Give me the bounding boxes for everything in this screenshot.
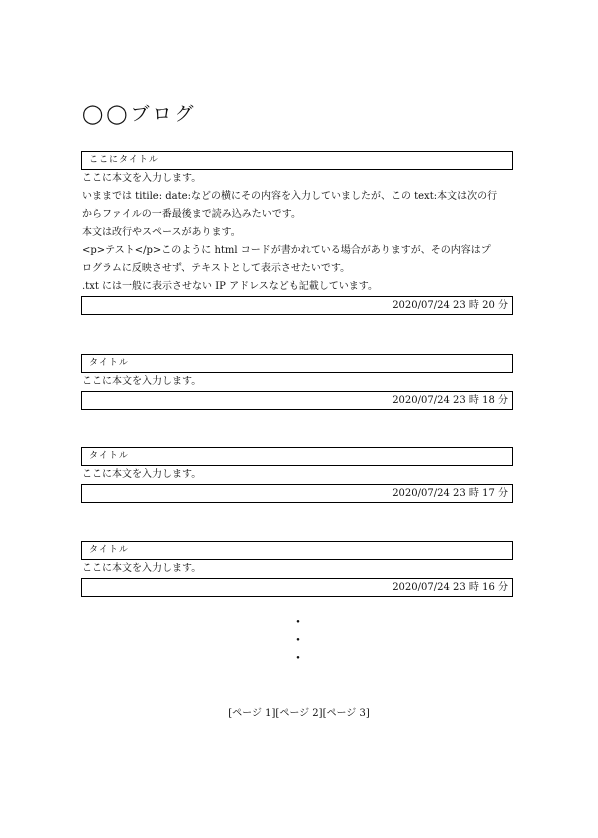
post-body	[81, 560, 513, 578]
post-body-line: ここに本文を入力します。	[82, 469, 202, 480]
pagination	[0, 705, 598, 723]
post-date: 2020/07/24 23 時 16 分	[81, 578, 513, 597]
post-date: 2020/07/24 23 時 20 分	[81, 296, 513, 315]
post	[81, 354, 513, 410]
post-title: ここにタイトル	[81, 151, 513, 170]
post-title: タイトル	[81, 354, 513, 373]
post-body-line: ここに本文を入力します。	[82, 376, 202, 387]
post-body-line: からファイルの一番最後まで読み込みたいです。	[82, 209, 301, 220]
post-title: タイトル	[81, 541, 513, 560]
post-body-line: ログラムに反映させず、テキストとして表示させたいです。	[82, 263, 351, 274]
post	[81, 541, 513, 597]
page-link-1[interactable]: [ページ 1]	[228, 708, 276, 719]
post-body-line: ここに本文を入力します。	[82, 173, 202, 184]
post-body-line: 本文は改行やスペースがあります。	[82, 227, 241, 238]
post-body	[81, 170, 513, 296]
continuation-dots	[290, 614, 306, 668]
post-title: タイトル	[81, 447, 513, 466]
post	[81, 447, 513, 503]
post	[81, 151, 513, 315]
page-link-2[interactable]: [ページ 2]	[275, 708, 323, 719]
post-body-line: <p>テスト</p>このように html コードが書かれている場合がありますが、その内容はプ	[82, 245, 491, 256]
blog-title: ◯◯ブログ	[82, 103, 197, 125]
dot: ・	[291, 651, 305, 667]
dot: ・	[291, 615, 305, 631]
dot: ・	[291, 633, 305, 649]
post-body-line: いままでは titile: date:などの横にその内容を入力していましたが、この text:本文は次の行	[82, 191, 498, 202]
post-date: 2020/07/24 23 時 17 分	[81, 484, 513, 503]
page-link-3[interactable]: [ページ 3]	[322, 708, 370, 719]
post-body	[81, 373, 513, 391]
post-body-line: ここに本文を入力します。	[82, 563, 202, 574]
post-body-line: .txt には一般に表示させない IP アドレスなども記載しています。	[82, 281, 378, 292]
post-body	[81, 466, 513, 484]
post-date: 2020/07/24 23 時 18 分	[81, 391, 513, 410]
